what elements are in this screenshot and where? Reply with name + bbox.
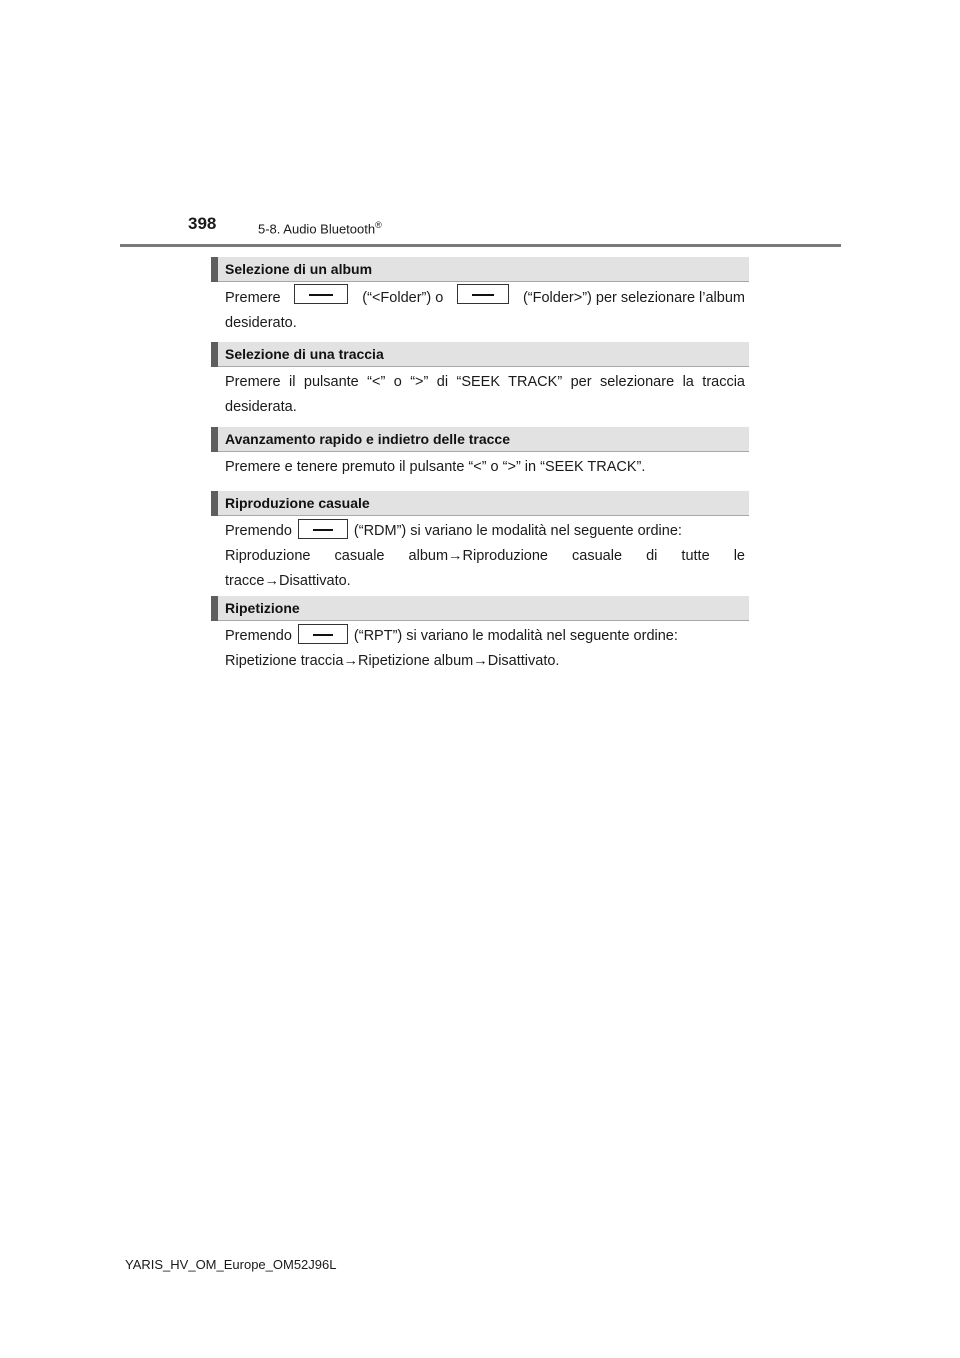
body-line [225, 519, 745, 544]
text-fragment: (“RPT”) si variano le modalità nel seguente ordine: [353, 628, 678, 644]
body-line: Ripetizione traccia→Ripetizione album→Disattivato. [225, 653, 560, 669]
body-line: Riproduzione casuale album→Riproduzione casuale di tutte le [225, 548, 745, 564]
section-bar-album [211, 257, 749, 282]
button-placeholder [298, 624, 348, 644]
section-body-track [225, 370, 745, 420]
section-bar-seek [211, 427, 749, 452]
body-line: desiderata. [225, 399, 297, 415]
section-body-album [225, 286, 745, 336]
text-fragment: (“<Folder”) o [362, 290, 444, 306]
text-fragment: Premendo [225, 523, 292, 539]
page-number: 398 [188, 214, 217, 233]
section-body-seek [225, 455, 745, 480]
body-line: desiderato. [225, 315, 297, 331]
text-fragment: Premendo [225, 628, 292, 644]
section-heading: Avanzamento rapido e indietro delle tracce [225, 431, 511, 447]
footer-doc-id: YARIS_HV_OM_Europe_OM52J96L [125, 1257, 337, 1272]
body-line [225, 624, 745, 649]
registered-mark: ® [375, 220, 382, 230]
section-bar-track [211, 342, 749, 367]
section-bar-random [211, 491, 749, 516]
section-heading: Selezione di un album [225, 261, 373, 277]
button-placeholder [294, 284, 348, 304]
section-title: 5-8. Audio Bluetooth [258, 221, 376, 237]
section-bar-repeat [211, 596, 749, 621]
body-line: Premere il pulsante “<” o “>” di “SEEK TRACK” per selezionare la traccia [225, 374, 745, 390]
header-rule [120, 244, 841, 247]
text-fragment: (“Folder>”) per selezionare l’album [522, 290, 745, 306]
text-fragment: (“RDM”) si variano le modalità nel seguente ordine: [353, 523, 682, 539]
section-heading: Riproduzione casuale [225, 495, 370, 511]
section-body-random [225, 519, 745, 594]
text-fragment: Premere [225, 290, 281, 306]
button-placeholder [298, 519, 348, 539]
body-line: tracce→Disattivato. [225, 573, 351, 589]
section-heading: Selezione di una traccia [225, 346, 384, 362]
section-heading: Ripetizione [225, 600, 300, 616]
body-line [225, 286, 745, 311]
running-head [258, 220, 382, 236]
button-placeholder [457, 284, 509, 304]
body-line: Premere e tenere premuto il pulsante “<” o “>” in “SEEK TRACK”. [225, 459, 646, 475]
section-body-repeat [225, 624, 745, 674]
